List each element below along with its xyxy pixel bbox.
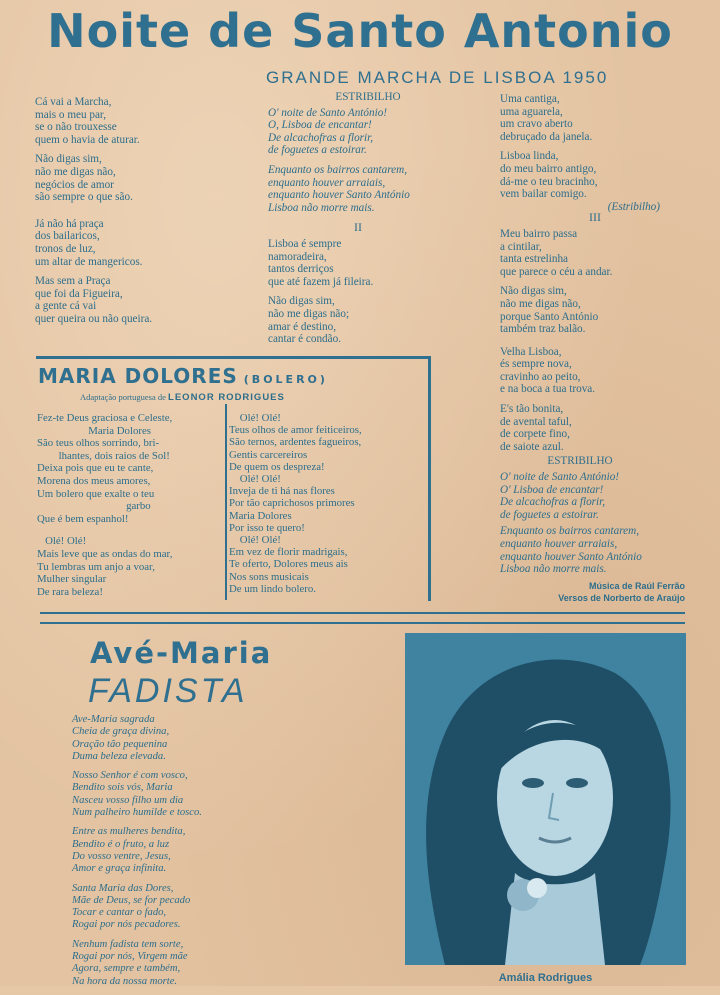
estribilho-note: (Estribilho) [607,200,660,213]
adaptation-label: Adaptação portuguesa de [80,392,166,402]
stanza: Velha Lisboa, és sempre nova, cravinho ao peito, e na boca a tua trova. [500,345,596,396]
stanza: Enquanto os bairros cantarem, enquanto houver arraiais, enquanto houver Santo António Lisboa não morre mais. [500,525,642,576]
stanza: Já não há praça dos bailaricos, tronos de luz, um altar de mangericos. [35,217,143,268]
stanza: Cá vai a Marcha, mais o meu par, se o não trouxesse quem o havia de aturar. [35,96,140,146]
stanza: Nenhum fadista tem sorte, Rogai por nós, Virgem mãe Agora, sempre e também, Na hora da nossa morte. [72,938,188,987]
section-numeral: III [589,210,601,225]
page-subtitle: GRANDE MARCHA DE LISBOA 1950 [266,68,609,87]
stanza: Ave-Maria sagrada Cheia de graça divina, Oração tão pequenina Duma beleza elevada. [72,714,170,762]
column-divider [225,404,227,600]
maria-dolores-left-column [37,412,172,605]
stanza: Olé! Olé! Teus olhos de amor feiticeiros, São ternos, ardentes fagueiros, Gentis carcereiros De quem os despreza! Olé! Olé! Inveja de ti há nas flores Por tão caprichosos primores Maria Dolores Por isso te quero! Olé! Olé! Em vez de florir madrigais, Te oferto, Dolores meus ais Nos sons musicais De um lindo bolero. [229,412,362,595]
stanza: O' noite de Santo António! O' Lisboa de encantar! De alcachofras a florir, de foguetes a estoirar. [500,471,620,521]
ave-maria-subtitle: FADISTA [88,672,248,710]
marcha-middle-column [268,91,468,353]
marcha-right-column [500,93,690,605]
adaptation-line [80,392,285,403]
maria-dolores-title [38,364,328,388]
estribilho-heading: ESTRIBILHO [547,455,613,468]
section-numeral: II [354,220,362,235]
stanza: Não digas sim, não me digas não, negócios de amor são sempre o que são. [35,153,133,204]
adapter-name: LEONOR RODRIGUES [168,392,285,403]
lyrics-credit: Versos de Norberto de Araújo [558,593,685,604]
stanza: Olé! Olé! Mais leve que as ondas do mar, Tu lembras um anjo a voar, Mulher singular De rara beleza! [37,535,173,598]
stanza: E's tão bonita, de avental taful, de corpete fino, de saiote azul. [500,403,572,453]
stanza: Lisboa linda, do meu bairro antigo, dá-me o teu bracinho, vem bailar comigo. [500,150,598,201]
section-divider [40,612,685,624]
ave-maria-title: Avé-Maria [90,636,273,670]
stanza: Mas sem a Praça que foi da Figueira, a gente cá vai quer queira ou não queira. [35,275,153,325]
stanza: Lisboa é sempre namoradeira, tantos derriços que até fazem já fileira. [268,237,374,288]
stanza: O' noite de Santo António! O, Lisboa de encantar! De alcachofras a florir, de foguetes a estoirar. [268,106,388,157]
stanza: Meu bairro passa a cintilar, tanta estrelinha que parece o céu a andar. [500,227,613,278]
stanza: Uma cantiga, uma aguarela, um cravo aberto debruçado da janela. [500,93,593,143]
stanza: Fez-te Deus graciosa e Celeste, Maria Dolores São teus olhos sorrindo, bri- lhantes, dois raios de Sol! Deixa pois que eu te cante, Morena dos meus amores, Um bolero que exalte o teu garbo Que é bem espanhol! [37,412,173,525]
estribilho-heading: ESTRIBILHO [335,91,401,103]
portrait-image [405,633,686,965]
stanza: Não digas sim, não me digas não; amar é destino, cantar é condão. [268,295,350,346]
marcha-left-column [35,96,152,333]
photo-caption: Amália Rodrigues [498,972,593,984]
stanza: Não digas sim, não me digas não, porque Santo António também traz balão. [500,285,599,336]
song-genre: (BOLERO) [243,373,328,386]
song-title: MARIA DOLORES [38,364,238,388]
ave-maria-lyrics [72,714,202,995]
page-title: Noite de Santo Antonio [47,4,673,58]
maria-dolores-right-column [229,412,362,602]
portrait-photo [405,633,686,965]
stanza: Santa Maria das Dores, Mãe de Deus, se for pecado Tocar e cantar o fado, Rogai por nós pecadores. [72,882,191,931]
stanza: Enquanto os bairros cantarem, enquanto houver arraiais, enquanto houver Santo António Lisboa não morre mais. [268,163,410,214]
stanza: Nosso Senhor é com vosco, Bendito sois vós, Maria Nasceu vosso filho um dia Num palheiro humilde e tosco. [72,770,202,819]
stanza: Entre as mulheres bendita, Bendito é o fruto, a luz Do vosso ventre, Jesus, Amor e graça infinita. [72,826,186,875]
music-credit: Música de Raúl Ferrão [588,580,685,591]
